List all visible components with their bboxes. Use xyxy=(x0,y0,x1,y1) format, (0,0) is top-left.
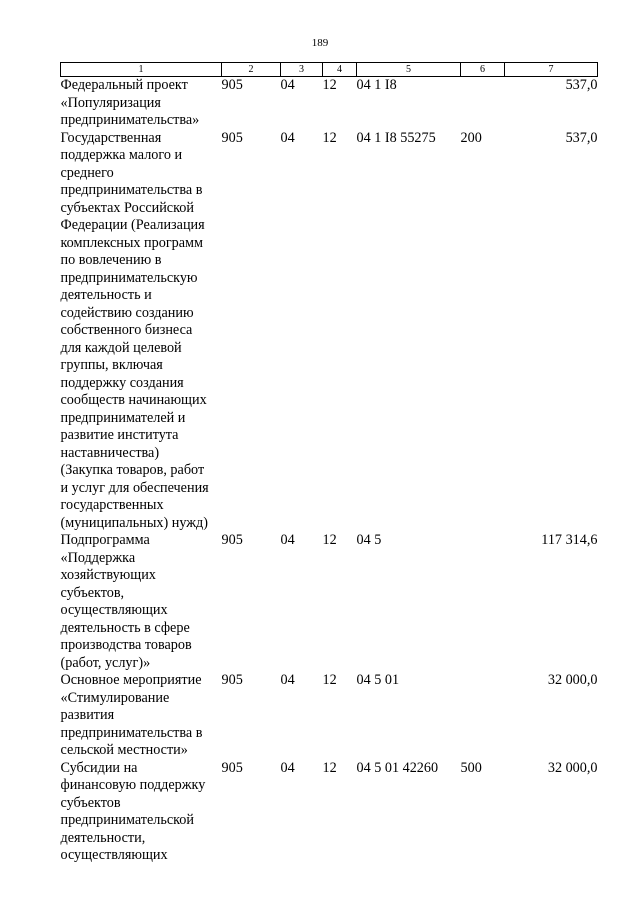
row-name-line: собственного бизнеса xyxy=(60,322,193,338)
section-code: 04 xyxy=(280,672,295,688)
expense-type-code xyxy=(461,532,505,672)
row-name-line: «Поддержка xyxy=(60,549,136,566)
row-name-line: среднего xyxy=(60,164,114,181)
row-name-line: Федерации (Реализация xyxy=(60,217,205,233)
row-name-line: осуществляющих xyxy=(60,602,168,618)
row-name-line: деятельности, xyxy=(60,829,146,846)
section-code: 04 xyxy=(280,129,295,146)
subsection-code: 12 xyxy=(322,672,337,688)
row-name xyxy=(61,130,222,533)
admin-code: 905 xyxy=(221,759,243,776)
target-article-code: 04 1 I8 xyxy=(356,77,397,93)
row-name-line: и услуг для обеспечения xyxy=(60,479,209,496)
section-code: 04 xyxy=(280,532,295,548)
row-name-line: развитие института xyxy=(60,427,179,443)
row-name-line: Субсидии на xyxy=(60,759,138,776)
table-row xyxy=(61,760,598,865)
section-code: 04 xyxy=(280,759,295,776)
target-article-code: 04 1 I8 55275 xyxy=(356,129,436,146)
section-code: 04 xyxy=(280,77,295,93)
target-article-code: 04 5 xyxy=(356,532,382,548)
row-name-line: сообществ начинающих xyxy=(60,392,207,408)
column-number-row xyxy=(61,63,598,77)
row-name-line: Основное мероприятие xyxy=(60,672,202,688)
row-name-line: группы, включая xyxy=(60,357,163,373)
amount: 117 314,6 xyxy=(541,532,598,548)
table-row xyxy=(61,130,598,533)
row-name-line: сельской местности» xyxy=(60,742,188,758)
row-name-line: по вовлечению в xyxy=(60,252,162,268)
row-name-line: предпринимательскую xyxy=(60,269,198,286)
row-name-line: содействию созданию xyxy=(60,304,194,321)
admin-code: 905 xyxy=(221,532,243,548)
table-row xyxy=(61,532,598,672)
column-header-6: 6 xyxy=(461,63,505,77)
row-name-line: хозяйствующих xyxy=(60,567,156,583)
row-name-line: развития xyxy=(60,707,115,723)
row-name-line: Федеральный проект xyxy=(60,77,188,93)
column-header-3: 3 xyxy=(281,63,323,77)
row-name-line: для каждой целевой xyxy=(60,339,182,356)
column-header-7: 7 xyxy=(505,63,598,77)
row-name-line: субъектов xyxy=(60,794,121,811)
expense-type-code: 200 xyxy=(460,129,482,146)
page-number: 189 xyxy=(311,37,329,49)
row-name-line: комплексных программ xyxy=(60,234,203,251)
row-name xyxy=(61,77,222,130)
row-name-line: поддержку создания xyxy=(60,374,184,391)
table-row xyxy=(61,672,598,760)
row-name-line: предпринимательства» xyxy=(60,112,200,128)
table-body xyxy=(61,77,598,865)
row-name xyxy=(61,672,222,760)
amount: 537,0 xyxy=(565,129,598,146)
row-name-line: финансовую поддержку xyxy=(60,777,206,793)
budget-table xyxy=(60,62,598,865)
row-name-line: осуществляющих xyxy=(60,847,168,863)
subsection-code: 12 xyxy=(322,129,337,146)
amount: 32 000,0 xyxy=(547,672,598,688)
row-name-line: «Популяризация xyxy=(60,94,161,111)
expense-type-code xyxy=(461,672,505,760)
expense-type-code xyxy=(461,77,505,130)
row-name-line: предпринимателей и xyxy=(60,409,186,426)
row-name-line: (работ, услуг)» xyxy=(60,654,151,671)
amount: 32 000,0 xyxy=(547,759,598,776)
admin-code: 905 xyxy=(221,672,243,688)
row-name-line: деятельность и xyxy=(60,287,152,303)
row-name-line: (муниципальных) нужд) xyxy=(60,514,208,531)
row-name-line: наставничества) xyxy=(60,444,160,461)
row-name-line: Подпрограмма xyxy=(60,532,150,548)
row-name xyxy=(61,760,222,865)
column-header-5: 5 xyxy=(357,63,461,77)
subsection-code: 12 xyxy=(322,77,337,93)
row-name-line: государственных xyxy=(60,497,164,513)
column-header-2: 2 xyxy=(222,63,281,77)
row-name-line: производства товаров xyxy=(60,637,192,653)
column-header-1: 1 xyxy=(61,63,222,77)
row-name-line: деятельность в сфере xyxy=(60,619,190,636)
row-name-line: поддержка малого и xyxy=(60,147,183,163)
admin-code: 905 xyxy=(221,129,243,146)
row-name-line: предпринимательской xyxy=(60,812,194,828)
row-name-line: предпринимательства в xyxy=(60,182,203,198)
row-name-line: субъектов, xyxy=(60,584,125,601)
expense-type-code: 500 xyxy=(460,759,482,776)
admin-code: 905 xyxy=(221,77,243,93)
subsection-code: 12 xyxy=(322,759,337,776)
row-name-line: Государственная xyxy=(60,129,162,146)
row-name-line: (Закупка товаров, работ xyxy=(60,462,205,478)
target-article-code: 04 5 01 42260 xyxy=(356,759,439,776)
target-article-code: 04 5 01 xyxy=(356,672,400,688)
row-name xyxy=(61,532,222,672)
table-row xyxy=(61,77,598,130)
row-name-line: предпринимательства в xyxy=(60,724,203,741)
row-name-line: «Стимулирование xyxy=(60,689,170,706)
subsection-code: 12 xyxy=(322,532,337,548)
row-name-line: субъектах Российской xyxy=(60,199,194,216)
column-header-4: 4 xyxy=(323,63,357,77)
amount: 537,0 xyxy=(565,77,598,93)
